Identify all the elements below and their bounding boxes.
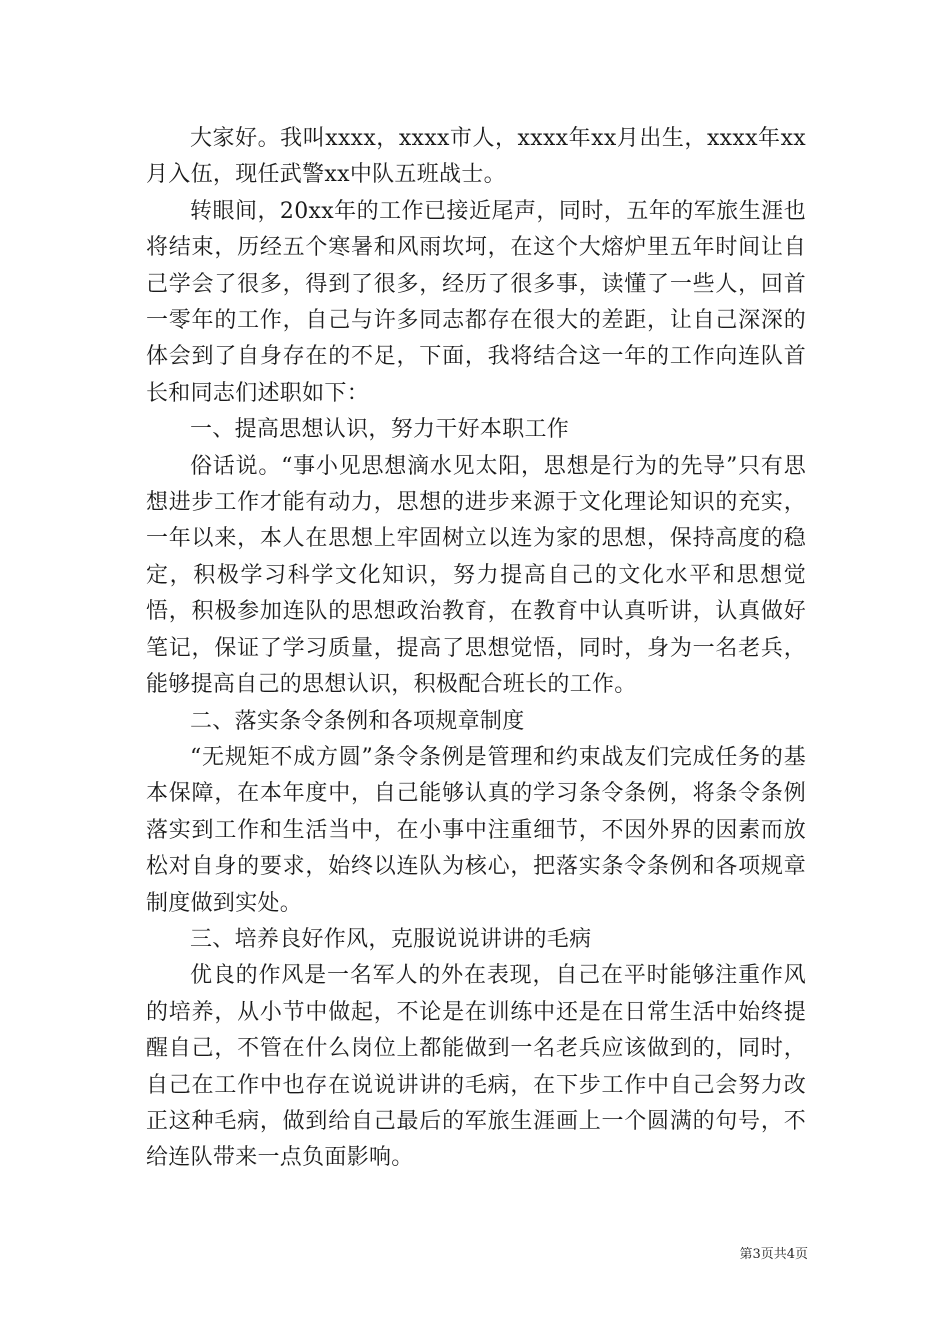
summary-paragraph: 转眼间，20xx年的工作已接近尾声，同时，五年的军旅生涯也将结束，历经五个寒暑和风雨坎坷，在这个大熔炉里五年时间让自己学会了很多，得到了很多，经历了很多事，读懂了一些人，回首一零年的工作，自己与许多同志都存在很大的差距，让自己深深的体会到了自身存在的不足，下面，我将结合这一年的工作向连队首长和同志们述职如下： — [146, 198, 806, 406]
section-heading-2: 二、落实条令条例和各项规章制度 — [190, 708, 525, 734]
section-1-paragraph: 俗话说。“事小见思想滴水见太阳，思想是行为的先导”只有思想进步工作才能有动力，思想的进步来源于文化理论知识的充实，一年以来，本人在思想上牢固树立以连为家的思想，保持高度的稳定，积极学习科学文化知识，努力提高自己的文化水平和思想觉悟，积极参加连队的思想政治教育，在教育中认真听讲，认真做好笔记，保证了学习质量，提高了思想觉悟，同时，身为一名老兵，能够提高自己的思想认识，积极配合班长的工作。 — [146, 453, 806, 698]
section-heading-3: 三、培养良好作风，克服说说讲讲的毛病 — [190, 926, 592, 952]
intro-paragraph: 大家好。我叫xxxx，xxxx市人，xxxx年xx月出生，xxxx年xx月入伍，现任武警xx中队五班战士。 — [146, 126, 806, 188]
section-2-paragraph: “无规矩不成方圆”条令条例是管理和约束战友们完成任务的基本保障，在本年度中，自己能够认真的学习条令条例，将条令条例落实到工作和生活当中，在小事中注重细节，不因外界的因素而放松对自身的要求，始终以连队为核心，把落实条令条例和各项规章制度做到实处。 — [146, 744, 806, 916]
section-3-paragraph: 优良的作风是一名军人的外在表现，自己在平时能够注重作风的培养，从小节中做起，不论是在训练中还是在日常生活中始终提醒自己，不管在什么岗位上都能做到一名老兵应该做到的，同时，自己在工作中也存在说说讲讲的毛病，在下步工作中自己会努力改正这种毛病，做到给自己最后的军旅生涯画上一个圆满的句号，不给连队带来一点负面影响。 — [146, 963, 806, 1171]
section-heading-1: 一、提高思想认识，努力干好本职工作 — [190, 417, 570, 443]
page-number: 第3页共4页 — [739, 1247, 808, 1262]
document-body — [146, 121, 806, 1177]
